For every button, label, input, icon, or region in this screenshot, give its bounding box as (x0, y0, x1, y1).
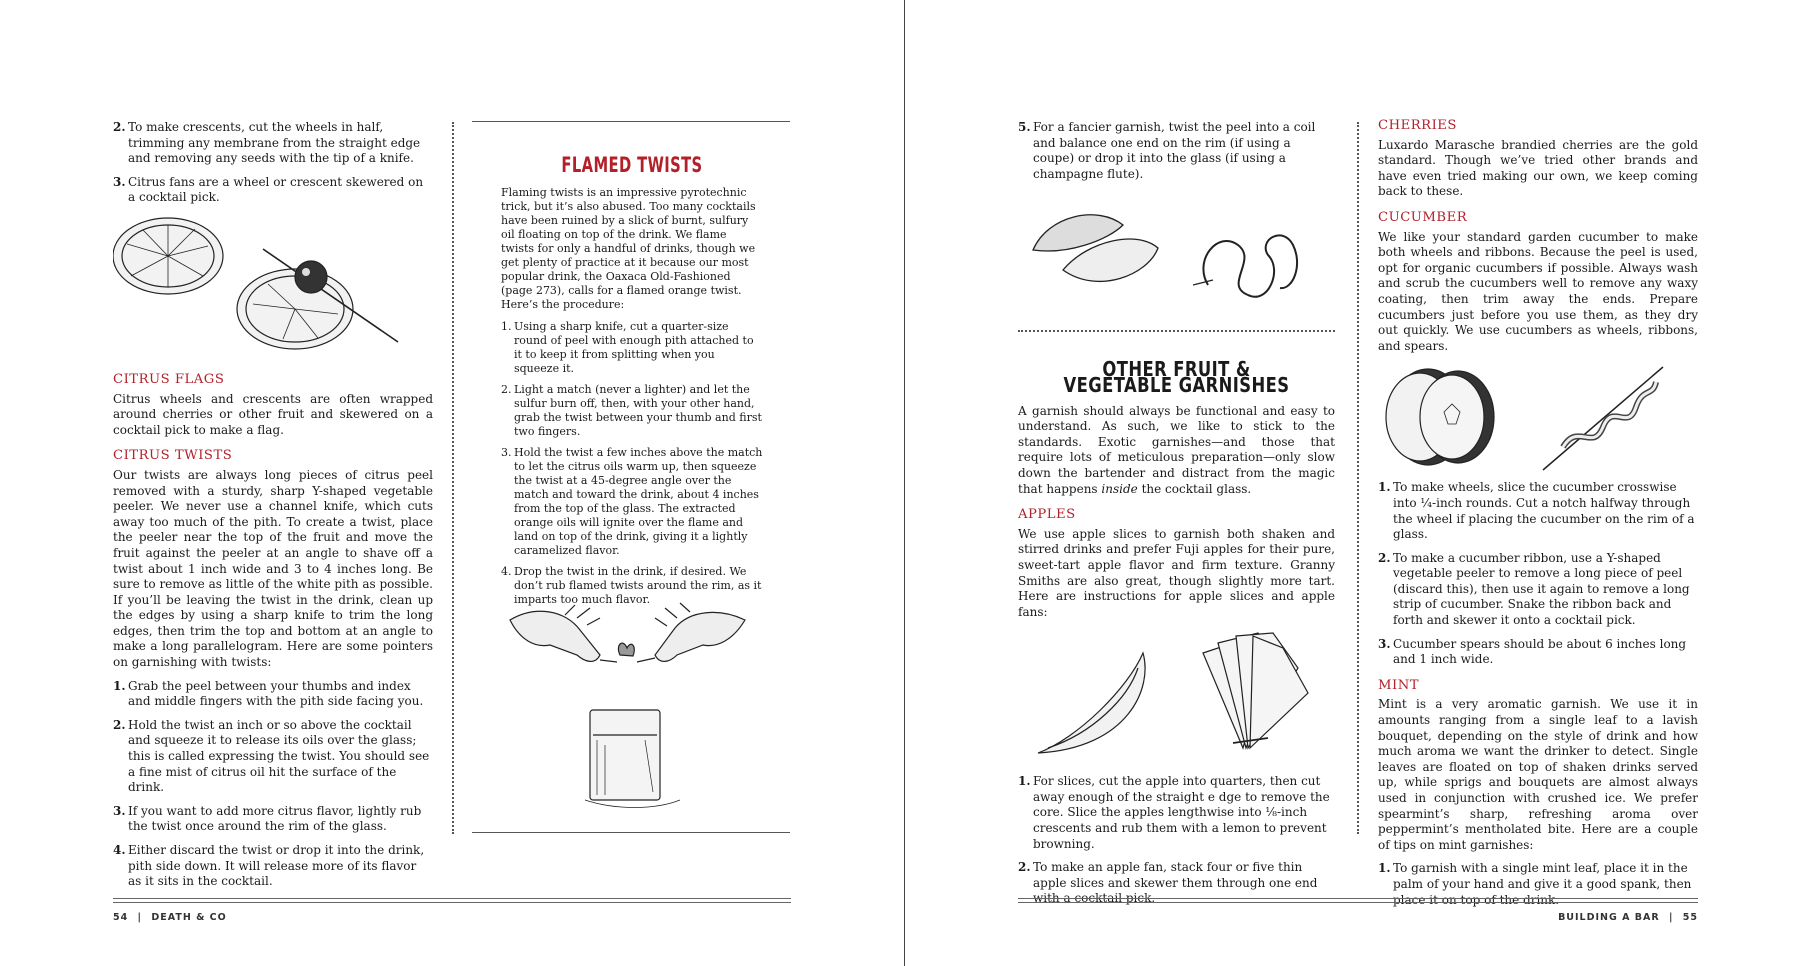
running-head: DEATH & CO (151, 912, 227, 923)
column-divider (1357, 122, 1359, 834)
sidebar-top-rule (472, 121, 790, 122)
list-item: 2. To make an apple fan, stack four or five thin apple slices and skewer them through one end with a cocktail pick. (1018, 860, 1318, 906)
footer-rule (1018, 898, 1698, 903)
list-item: 4. Either discard the twist or drop it into the drink, pith side down. It will release more of its flavor as it sits in the cocktail. (113, 843, 425, 889)
list-item: 4. Drop the twist in the drink, if desired. We don’t rub flamed twists around the rim, as it imparts too much flavor. (501, 565, 762, 606)
paragraph-cucumber: We like your standard garden cucumber to make both wheels and ribbons. Because the peel is used, opt for organic cucumbers if possible. Always wash and scrub the cucumbers well to remove any waxy coating, then trim away the ends. Prepare cucumbers just before you use them, as they dry out quickly. We use cucumbers as wheels, ribbons, and spears. (1378, 229, 1698, 353)
list-item: 1. Grab the peel between your thumbs and index and middle fingers with the pith side facing you. (113, 678, 424, 709)
paragraph-cherries: Luxardo Marasche brandied cherries are the gold standard. Though we’ve tried other brands and have even tried making our own, we keep coming back to these. (1378, 137, 1698, 199)
citrus-illustration (113, 214, 433, 362)
left-column-1 (113, 120, 433, 898)
right-folio (1558, 912, 1698, 923)
column-divider (452, 122, 454, 834)
apple-steps (1018, 774, 1335, 907)
list-item: 1. Using a sharp knife, cut a quarter-size round of peel with enough pith attached to it to keep it from splitting when you squeeze it. (501, 320, 754, 375)
left-folio (113, 912, 227, 923)
flamed-twist-illustration-icon (505, 600, 750, 810)
twist-peel-icon (1018, 200, 1328, 320)
list-item: 1. To make wheels, slice the cucumber crosswise into ¼-inch rounds. Cut a notch halfway through the wheel if placing the cucumber on the rim of a glass. (1378, 480, 1695, 542)
sidebar-steps (501, 320, 763, 607)
list-item: 3. Cucumber spears should be about 6 inches long and 1 inch wide. (1378, 636, 1687, 667)
page-number: 54 (113, 912, 129, 923)
list-item: 3. Hold the twist a few inches above the match to let the citrus oils warm up, then squeeze the twist at a 45-degree angle over the match and toward the drink, about 4 inches from the top of the glass. The extracted orange oils will ignite over the flame and land on top of the drink, giving it a lightly caramelized flavor. (501, 446, 763, 557)
folio-separator: | (137, 912, 143, 923)
section-divider (1018, 330, 1335, 332)
paragraph-citrus-twists: Our twists are always long pieces of citrus peel removed with a sturdy, sharp Y-shaped vegetable peeler. We never use a channel knife, which cuts away too much of the pith. To create a twist, place the peeler near the top of the fruit and move the fruit against the peeler at an angle to shave off a twist about 1 inch wide and 3 to 4 inches long. Be sure to remove as little of the white pith as possible. If you’ll be leaving the twist in the drink, clean up the edges by using a sharp knife to trim the long edges, then trim the top and bottom at an angle to make a long parallelogram. Here are some pointers on garnishing with twists: (113, 467, 433, 670)
page-number: 55 (1682, 912, 1698, 923)
list-item: 5. For a fancier garnish, twist the peel into a coil and balance one end on the rim (if using a coupe) or drop it into the glass (if using a champagne flute). (1018, 120, 1316, 181)
list-item: 1. For slices, cut the apple into quarters, then cut away enough of the straight e dge to remove the core. Slice the apples lengthwise into ⅛-inch crescents and rub them with a lemon to prevent browning. (1018, 774, 1330, 851)
heading-citrus-flags: CITRUS FLAGS (113, 371, 225, 387)
running-head: BUILDING A BAR (1558, 912, 1660, 923)
list-item: 2. To make a cucumber ribbon, use a Y-shaped vegetable peeler to remove a long piece of peel (discard this), then use it again to remove a long strip of cucumber. Snake the ribbon back and forth and skewer it onto a cocktail pick. (1378, 550, 1690, 628)
heading-citrus-twists: CITRUS TWISTS (113, 448, 233, 464)
cucumber-steps (1378, 480, 1698, 668)
apple-slice-and-fan-icon (1018, 628, 1318, 768)
twist-peel-illustration (1018, 190, 1335, 330)
cucumber-wheels-and-ribbon-icon (1378, 362, 1678, 477)
heading-mint: MINT (1378, 677, 1420, 693)
sidebar-bottom-rule (472, 832, 790, 833)
cucumber-illustration (1378, 362, 1698, 480)
section-title: OTHER FRUIT & VEGETABLE GARNISHES (1063, 357, 1290, 397)
paragraph-citrus-flags: Citrus wheels and crescents are often wrapped around cherries or other fruit and skewered on a cocktail pick to make a flag. (113, 391, 433, 437)
list-item: 3. Citrus fans are a wheel or crescent skewered on a cocktail pick. (113, 174, 424, 205)
right-column-2 (1378, 118, 1698, 916)
list-item: 2. Light a match (never a lighter) and let the sulfur burn off, then, with your other hand, grab the twist between your thumb and first two fingers. (501, 383, 762, 438)
heading-apples: APPLES (1018, 507, 1076, 523)
heading-cherries: CHERRIES (1378, 118, 1457, 133)
paragraph-mint: Mint is a very aromatic garnish. We use it in amounts ranging from a single leaf to a lavish bouquet, depending on the style of drink and how much aroma we want the drinker to detect. Single leaves are floated on top of shaken drinks served up, while sprigs and bouquets are almost always used in conjunction with crushed ice. We prefer spearmint’s sharp, refreshing aroma over peppermint’s mentholated bite. Here are a couple of tips on mint garnishes: (1378, 697, 1698, 852)
peel-steps (1018, 120, 1335, 182)
citrus-wheel-and-fan-icon (113, 214, 413, 354)
right-page (905, 0, 1810, 966)
section-intro: A garnish should always be functional and easy to understand. As such, we like to stick to the standards. Exotic garnishes—and those that require lots of meticulous preparation—only slow down the bartender and distract from the magic that happens inside the cocktail glass. (1018, 403, 1335, 496)
apple-illustration (1018, 628, 1335, 774)
list-item: 1. To garnish with a single mint leaf, place it in the palm of your hand and give it a good spank, then place it on top of the drink. (1378, 861, 1692, 907)
right-column-1 (1018, 120, 1335, 915)
sidebar-intro: Flaming twists is an impressive pyrotechnic trick, but it’s also abused. Too many cocktails have been ruined by a slick of burnt, sulfury oil floating on top of the drink. We flame twists for only a handful of drinks, though we get plenty of practice at it because our most popular drink, the Oaxaca Old-Fashioned (page 273), calls for a flamed orange twist. Here’s the procedure: (501, 186, 756, 311)
list-item: 3. If you want to add more citrus flavor, lightly rub the twist once around the rim of the glass. (113, 803, 422, 834)
flamed-twists-sidebar (501, 153, 763, 615)
sidebar-title: FLAMED TWISTS (561, 153, 703, 177)
crescent-steps (113, 120, 433, 206)
folio-separator: | (1668, 912, 1674, 923)
twist-steps (113, 679, 433, 890)
list-item: 2. Hold the twist an inch or so above the cocktail and squeeze it to release its oils over the glass; this is called expressing the twist. You should see a fine mist of citrus oil hit the surface of the drink. (113, 717, 430, 795)
list-item: 2. To make crescents, cut the wheels in half, trimming any membrane from the straight edge and removing any seeds with the tip of a knife. (113, 120, 421, 166)
paragraph-apples: We use apple slices to garnish both shaken and stirred drinks and prefer Fuji apples for their pure, sweet-tart apple flavor and firm texture. Granny Smiths are also great, though slightly more tart. Here are instructions for apple slices and apple fans: (1018, 526, 1335, 619)
heading-cucumber: CUCUMBER (1378, 209, 1468, 225)
footer-rule (113, 898, 791, 903)
